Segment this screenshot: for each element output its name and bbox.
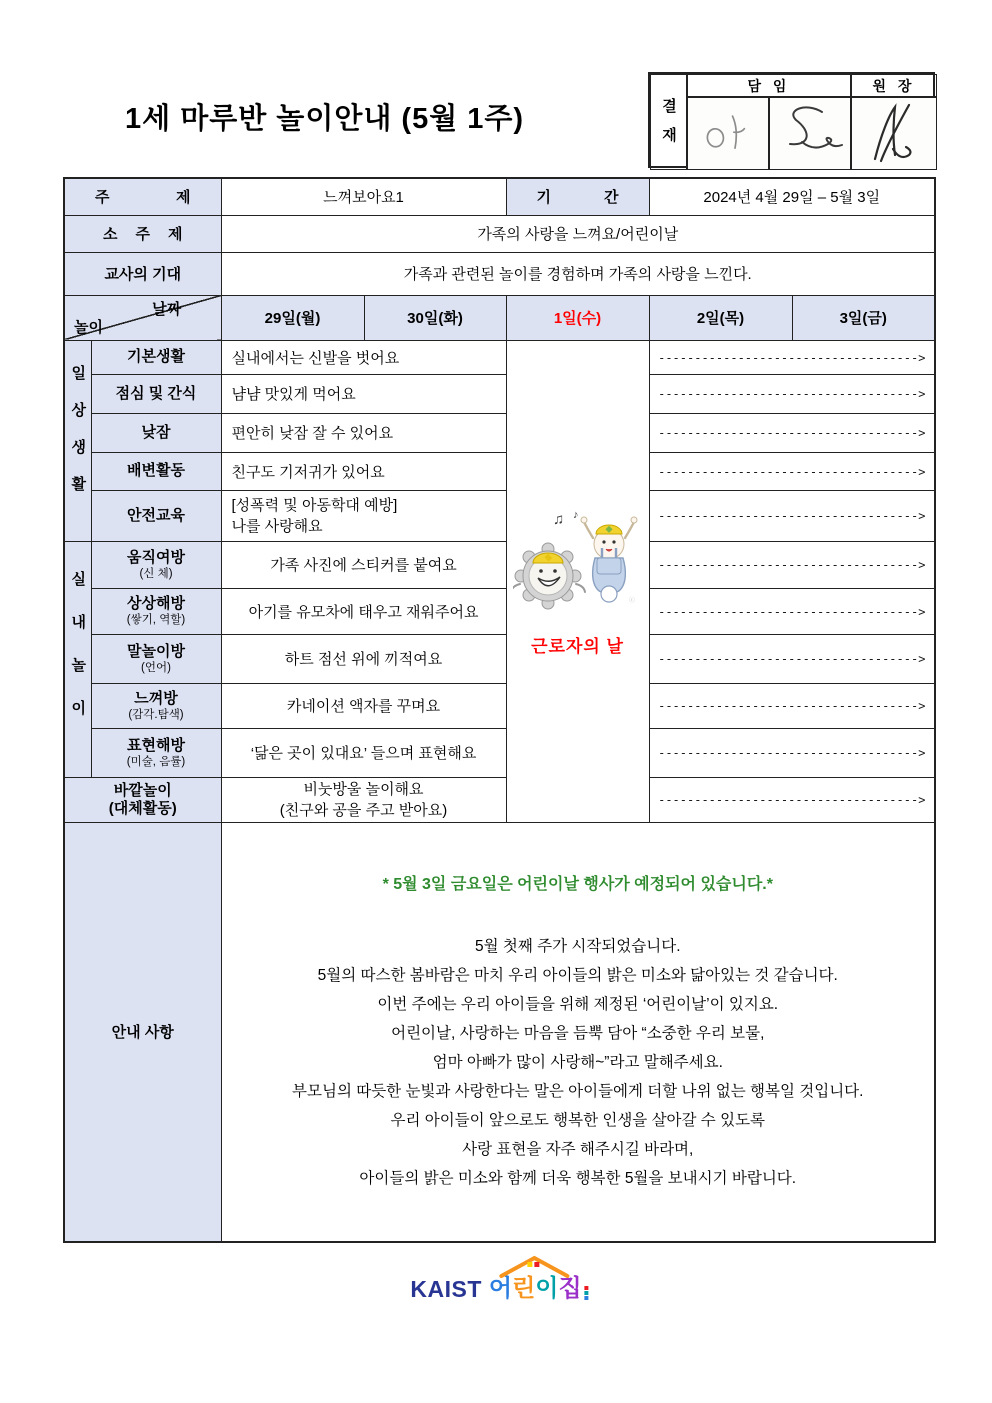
notice-line: 5월 첫째 주가 시작되었습니다.: [474, 937, 681, 955]
teacher-initial-signature: [687, 97, 769, 170]
notice-content: [221, 822, 935, 1242]
kaist-logo-text: KAIST: [410, 1276, 482, 1302]
row-content-toilet: 친구도 기저귀가 있어요: [221, 452, 506, 490]
notice-highlight: * 5월 3일 금요일은 어린이날 행사가 예정되어 있습니다.*: [382, 875, 773, 893]
subtheme-label-cell: [64, 215, 221, 252]
row-label-lunch-snack: 점심 및 간식: [91, 374, 221, 413]
row-content-basic-life: 실내에서는 신발을 벗어요: [221, 340, 506, 374]
signature-scribble-icon: [855, 101, 933, 167]
row-label-expression-room: 표현해방 (미술, 음률): [91, 728, 221, 777]
continues-arrow-cell: [649, 340, 935, 374]
logo-color-squares: [585, 1286, 589, 1300]
svg-text:♪: ♪: [572, 508, 579, 521]
page-title: 1세 마루반 놀이안내 (5월 1주): [125, 103, 525, 135]
dashed-arrow: ------------------------------------>: [658, 387, 926, 401]
logo-house-roof-icon: [497, 1254, 571, 1278]
day-header-mon: 29일(월): [221, 295, 364, 340]
day-header-fri: 3일(금): [792, 295, 935, 340]
row-label-safety-edu: 안전교육: [91, 490, 221, 541]
notice-line: 아이들의 밝은 미소와 함께 더욱 행복한 5월을 보내시기 바랍니다.: [359, 1169, 797, 1187]
row-content-imagine-room: 아기를 유모차에 태우고 재워주어요: [221, 588, 506, 634]
row-content-movement-room: 가족 사진에 스티커를 붙여요: [221, 541, 506, 588]
day-header-tue: 30일(화): [364, 295, 506, 340]
date-play-corner-cell: [64, 295, 221, 340]
period-value: 2024년 4월 29일 – 5월 3일: [649, 178, 935, 215]
dashed-arrow: ------------------------------------>: [658, 652, 926, 666]
dashed-arrow: ------------------------------------>: [658, 746, 926, 760]
continues-arrow-cell: [649, 374, 935, 413]
row-label-sense-room: 느껴방 (감각.탐색): [91, 683, 221, 728]
signature-an-icon: [691, 103, 765, 165]
notice-line: 우리 아이들이 앞으로도 행복한 인생을 살아갈 수 있도록: [390, 1111, 766, 1129]
day-header-thu: 2일(목): [649, 295, 792, 340]
expectation-value: 가족과 관련된 놀이를 경험하며 가족의 사랑을 느낀다.: [221, 252, 935, 295]
period-label-cell: [506, 178, 649, 215]
daycare-logo-word: [489, 1262, 582, 1302]
subtheme-value: 가족의 사랑을 느껴요/어린이날: [221, 215, 935, 252]
signature-s-icon: [772, 102, 848, 166]
group-label-daily-life: 일상생활: [64, 340, 91, 541]
teacher-signature: [769, 97, 851, 170]
notice-line: 부모님의 따듯한 눈빛과 사랑한다는 말은 아이들에게 더할 나위 없는 행복일 것입니다.: [292, 1082, 864, 1100]
row-label-outdoor-play: 바깥놀이 (대체활동): [64, 777, 221, 822]
row-content-outdoor-play: 비눗방울 놀이해요 (친구와 공을 주고 받아요): [221, 777, 506, 822]
director-signature: [851, 97, 937, 170]
row-label-toilet: 배변활동: [91, 452, 221, 490]
svg-text:♫: ♫: [552, 510, 564, 528]
row-label-imagine-room: 상상해방 (쌓기, 역할): [91, 588, 221, 634]
continues-arrow-cell: [649, 728, 935, 777]
weekly-plan-table: [63, 177, 936, 1243]
group-label-indoor-play: 실내놀이: [64, 541, 91, 777]
logo-hangul-chars: 어린이집: [488, 1275, 582, 1302]
corner-play-label: 놀이: [74, 318, 103, 336]
approval-teacher-header: 담 임: [687, 74, 851, 97]
svg-text:ⓒ: ⓒ: [628, 597, 635, 604]
row-label-movement-room: 움직여방 (신 체): [91, 541, 221, 588]
continues-arrow-cell: [649, 541, 935, 588]
row-content-language-room: 하트 점선 위에 끼적여요: [221, 634, 506, 683]
theme-value: 느껴보아요1: [221, 178, 506, 215]
row-content-sense-room: 카네이션 액자를 꾸며요: [221, 683, 506, 728]
dashed-arrow: ------------------------------------>: [658, 604, 926, 619]
row-label-basic-life: 기본생활: [91, 340, 221, 374]
continues-arrow-cell: [649, 452, 935, 490]
notice-label: 안내 사항: [64, 822, 221, 1242]
labor-day-caption: 근로자의 날: [531, 636, 624, 656]
dashed-arrow: ------------------------------------>: [658, 558, 926, 572]
dashed-arrow: ------------------------------------>: [658, 464, 926, 479]
row-content-expression-room: ‘닮은 곳이 있대요’ 들으며 표현해요: [221, 728, 506, 777]
continues-arrow-cell: [649, 490, 935, 541]
corner-date-label: 날짜: [152, 300, 182, 318]
dashed-arrow: ------------------------------------>: [658, 699, 926, 713]
labor-day-cell: [506, 340, 649, 822]
row-label-nap: 낮잠: [91, 413, 221, 452]
continues-arrow-cell: [649, 413, 935, 452]
theme-label-cell: [64, 178, 221, 215]
notice-line: 사랑 표현을 자주 해주시길 바라며,: [462, 1140, 694, 1158]
dashed-arrow: ------------------------------------>: [658, 509, 926, 523]
notice-line: 이번 주에는 우리 아이들을 위해 제정된 ‘어린이날’이 있지요.: [377, 995, 779, 1013]
dashed-arrow: ------------------------------------>: [658, 793, 926, 807]
labor-day-illustration: [513, 506, 643, 624]
dashed-arrow: ------------------------------------>: [658, 426, 926, 440]
continues-arrow-cell: [649, 588, 935, 634]
day-header-wed-holiday: 1일(수): [506, 295, 649, 340]
subtheme-label: 소 주 제: [103, 226, 183, 243]
row-content-safety-edu: [성폭력 및 아동학대 예방] 나를 사랑해요: [221, 490, 506, 541]
notice-line: 엄마 아빠가 많이 사랑해~”라고 말해주세요.: [432, 1053, 723, 1071]
continues-arrow-cell: [649, 683, 935, 728]
row-content-lunch-snack: 냠냠 맛있게 먹어요: [221, 374, 506, 413]
continues-arrow-cell: [649, 634, 935, 683]
theme-label: 주 제: [95, 189, 191, 207]
approval-stamp-box: [648, 72, 935, 168]
period-label: 기 간: [536, 189, 619, 207]
dashed-arrow: ------------------------------------>: [658, 350, 926, 365]
approval-label: 결재: [650, 74, 687, 170]
row-label-language-room: 말놀이방 (언어): [91, 634, 221, 683]
expectation-label: 교사의 기대: [64, 252, 221, 295]
kaist-daycare-logo: [410, 1262, 581, 1302]
row-content-nap: 편안히 낮잠 잘 수 있어요: [221, 413, 506, 452]
continues-arrow-cell: [649, 777, 935, 822]
notice-line: 5월의 따스한 봄바람은 마치 우리 아이들의 밝은 미소와 닮아있는 것 같습니다.: [317, 966, 838, 984]
notice-line: 어린이날, 사랑하는 마음을 듬뿍 담아 “소중한 우리 보물,: [391, 1024, 765, 1042]
approval-director-header: 원 장: [851, 74, 937, 97]
